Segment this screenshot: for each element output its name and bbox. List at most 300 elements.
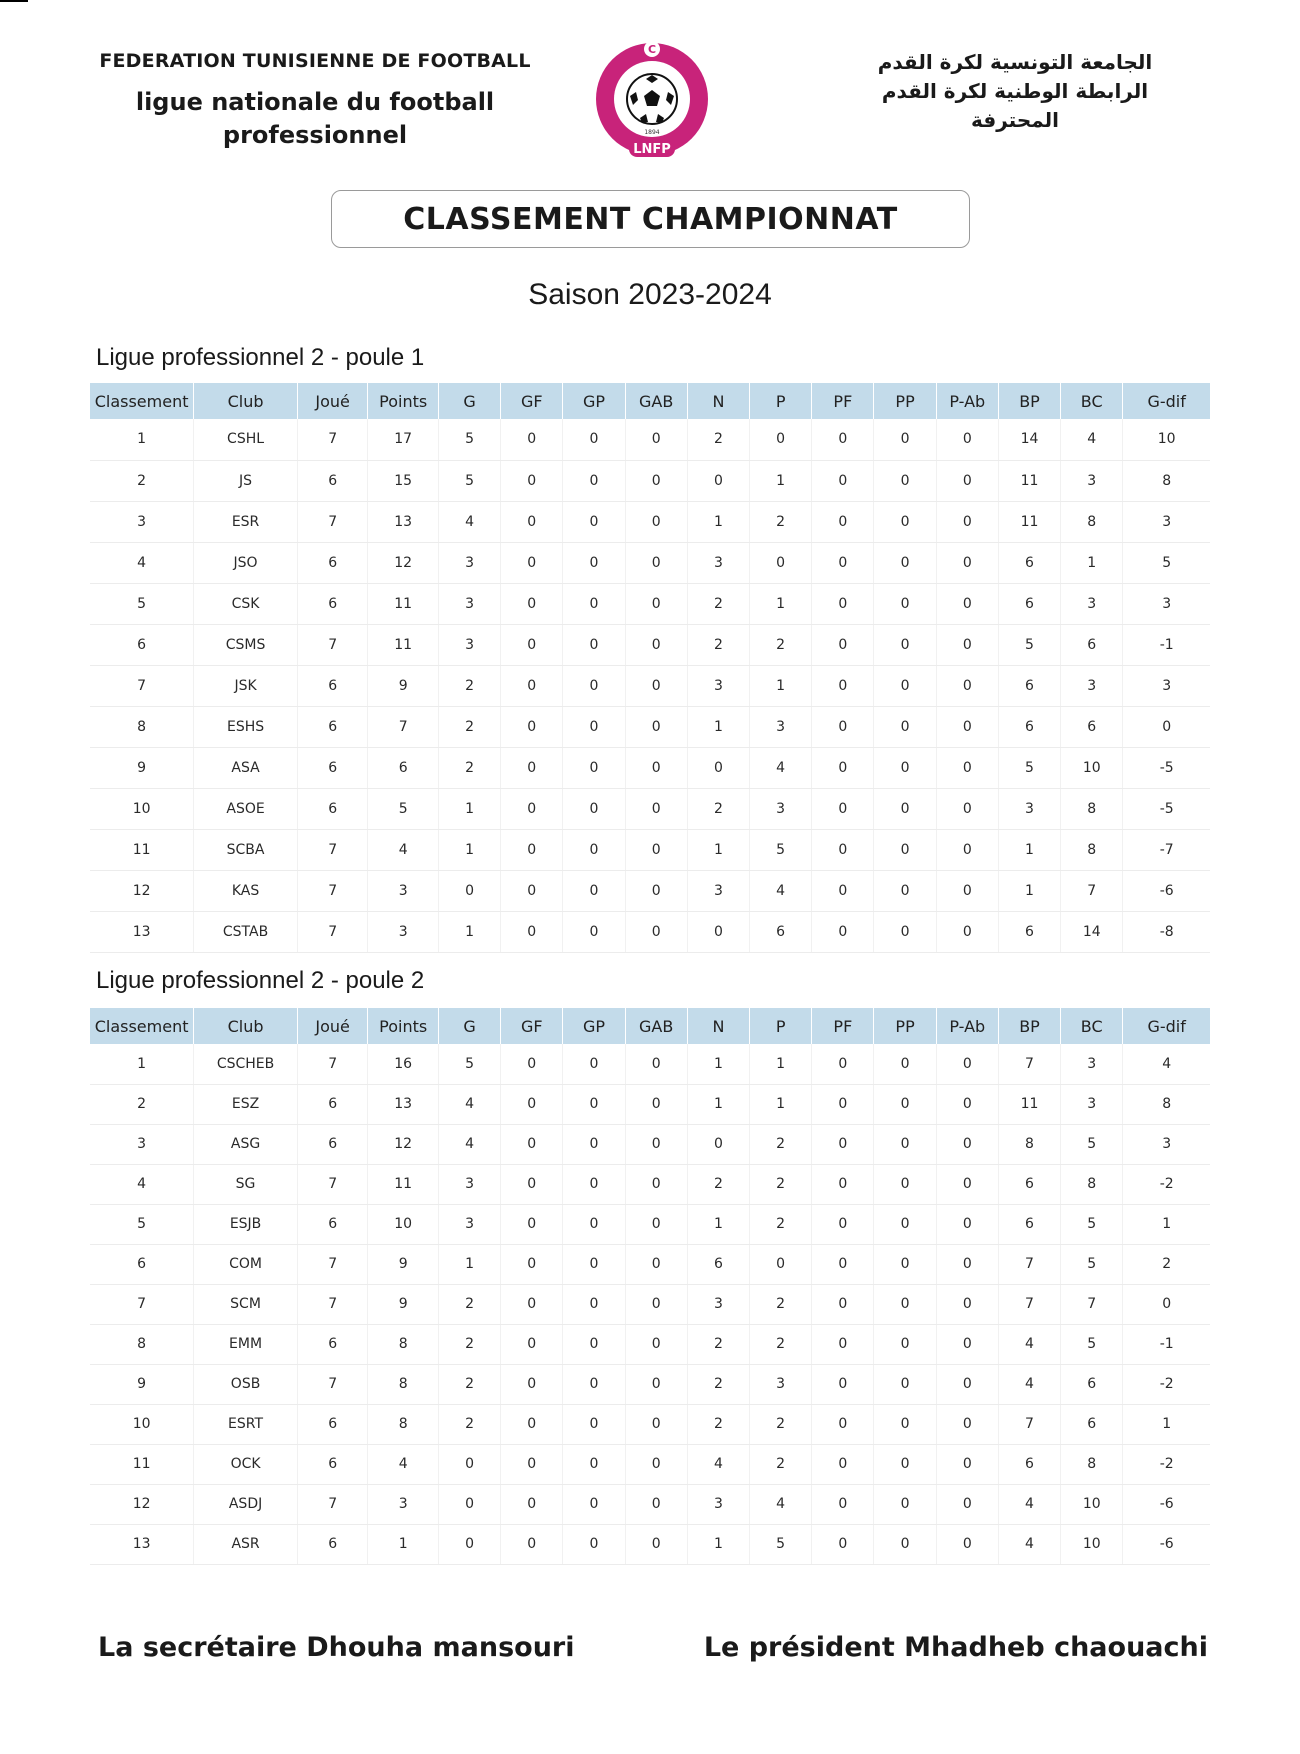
cell-bp: 6	[998, 911, 1060, 952]
table-header-row	[90, 1008, 1210, 1044]
cell-bp: 3	[998, 788, 1060, 829]
column-header-p-ab: P-Ab	[936, 383, 998, 419]
cell-gab: 0	[625, 583, 687, 624]
cell-g-dif: 3	[1123, 1124, 1210, 1164]
cell-pp: 0	[874, 1524, 936, 1564]
cell-g-dif: -5	[1123, 747, 1210, 788]
cell-g-dif: -2	[1123, 1444, 1210, 1484]
cell-g: 0	[438, 1484, 500, 1524]
cell-pp: 0	[874, 706, 936, 747]
cell-bc: 8	[1061, 501, 1123, 542]
cell-n: 2	[687, 1404, 749, 1444]
cell-n: 1	[687, 829, 749, 870]
cell-club: ESJB	[194, 1204, 298, 1244]
cell-classement: 1	[90, 419, 194, 460]
cell-gf: 0	[501, 706, 563, 747]
cell-points: 4	[368, 829, 439, 870]
cell-g: 2	[438, 1404, 500, 1444]
cell-n: 3	[687, 542, 749, 583]
cell-pp: 0	[874, 788, 936, 829]
cell-jou: 7	[297, 870, 368, 911]
cell-g: 2	[438, 706, 500, 747]
cell-n: 3	[687, 870, 749, 911]
table-row	[90, 1484, 1210, 1524]
cell-pp: 0	[874, 542, 936, 583]
cell-jou: 6	[297, 706, 368, 747]
cell-pp: 0	[874, 501, 936, 542]
column-header-p-ab: P-Ab	[936, 1008, 998, 1044]
cell-bp: 4	[998, 1484, 1060, 1524]
cell-pf: 0	[812, 419, 874, 460]
cell-pf: 0	[812, 542, 874, 583]
cell-p: 5	[750, 829, 812, 870]
cell-p: 1	[750, 583, 812, 624]
cell-g: 4	[438, 1084, 500, 1124]
cell-bp: 4	[998, 1324, 1060, 1364]
cell-club: ESR	[194, 501, 298, 542]
cell-pp: 0	[874, 1444, 936, 1484]
cell-gab: 0	[625, 829, 687, 870]
standings-table-poule-1	[90, 383, 1210, 953]
cell-bc: 5	[1061, 1244, 1123, 1284]
cell-gf: 0	[501, 1084, 563, 1124]
cell-club: JSK	[194, 665, 298, 706]
cell-points: 13	[368, 501, 439, 542]
cell-gf: 0	[501, 870, 563, 911]
president-signature: Le président Mhadheb chaouachi	[703, 1632, 1208, 1663]
cell-bc: 8	[1061, 788, 1123, 829]
table-row	[90, 419, 1210, 460]
cell-points: 11	[368, 583, 439, 624]
cell-g: 1	[438, 829, 500, 870]
cell-g-dif: -2	[1123, 1164, 1210, 1204]
poule-1-title: Ligue professionnel 2 - poule 1	[96, 344, 425, 371]
cell-jou: 7	[297, 829, 368, 870]
cell-bc: 4	[1061, 419, 1123, 460]
cell-gab: 0	[625, 1164, 687, 1204]
cell-gab: 0	[625, 1484, 687, 1524]
cell-g: 1	[438, 911, 500, 952]
cell-bc: 8	[1061, 1444, 1123, 1484]
cell-gf: 0	[501, 788, 563, 829]
cell-bc: 3	[1061, 460, 1123, 501]
cell-n: 1	[687, 1044, 749, 1084]
cell-bc: 6	[1061, 624, 1123, 665]
table-row	[90, 1124, 1210, 1164]
secretary-signature: La secrétaire Dhouha mansouri	[98, 1632, 575, 1663]
cell-gab: 0	[625, 501, 687, 542]
cell-points: 3	[368, 1484, 439, 1524]
table-row	[90, 870, 1210, 911]
cell-pp: 0	[874, 1244, 936, 1284]
cell-pp: 0	[874, 665, 936, 706]
cell-p-ab: 0	[936, 1404, 998, 1444]
cell-pp: 0	[874, 829, 936, 870]
cell-p-ab: 0	[936, 501, 998, 542]
cell-g: 2	[438, 1324, 500, 1364]
cell-club: SCBA	[194, 829, 298, 870]
table-row	[90, 583, 1210, 624]
cell-g: 0	[438, 1524, 500, 1564]
cell-n: 0	[687, 1124, 749, 1164]
cell-gp: 0	[563, 665, 625, 706]
cell-gp: 0	[563, 706, 625, 747]
cell-bc: 8	[1061, 829, 1123, 870]
cell-n: 3	[687, 1284, 749, 1324]
cell-classement: 5	[90, 583, 194, 624]
cell-gab: 0	[625, 1404, 687, 1444]
cell-pf: 0	[812, 1044, 874, 1084]
cell-gf: 0	[501, 624, 563, 665]
cell-jou: 7	[297, 1164, 368, 1204]
cell-classement: 12	[90, 870, 194, 911]
cell-n: 0	[687, 911, 749, 952]
arabic-ligue-2: المحترفة	[970, 108, 1060, 132]
table-row	[90, 788, 1210, 829]
cell-points: 10	[368, 1204, 439, 1244]
cell-p-ab: 0	[936, 870, 998, 911]
cell-gp: 0	[563, 1484, 625, 1524]
cell-p: 2	[750, 1204, 812, 1244]
cell-p-ab: 0	[936, 419, 998, 460]
cell-bp: 5	[998, 747, 1060, 788]
cell-club: ESRT	[194, 1404, 298, 1444]
cell-bp: 8	[998, 1124, 1060, 1164]
table-row	[90, 1524, 1210, 1564]
cell-pf: 0	[812, 1204, 874, 1244]
cell-pp: 0	[874, 1044, 936, 1084]
column-header-points: Points	[368, 383, 439, 419]
cell-gab: 0	[625, 1284, 687, 1324]
cell-jou: 6	[297, 583, 368, 624]
cell-p: 2	[750, 1404, 812, 1444]
cell-pf: 0	[812, 1164, 874, 1204]
cell-gab: 0	[625, 1324, 687, 1364]
cell-p-ab: 0	[936, 911, 998, 952]
cell-classement: 7	[90, 665, 194, 706]
soccer-ball-icon	[627, 74, 677, 124]
table-row	[90, 1364, 1210, 1404]
cell-gab: 0	[625, 1364, 687, 1404]
cell-classement: 6	[90, 624, 194, 665]
cell-jou: 6	[297, 1124, 368, 1164]
cell-p-ab: 0	[936, 583, 998, 624]
poule-2-title: Ligue professionnel 2 - poule 2	[96, 967, 425, 994]
cell-classement: 3	[90, 501, 194, 542]
cell-p-ab: 0	[936, 1444, 998, 1484]
cell-g-dif: -2	[1123, 1364, 1210, 1404]
cell-p: 2	[750, 1284, 812, 1324]
cell-gf: 0	[501, 1524, 563, 1564]
cell-classement: 4	[90, 1164, 194, 1204]
cell-club: CSHL	[194, 419, 298, 460]
cell-points: 5	[368, 788, 439, 829]
cell-bp: 6	[998, 665, 1060, 706]
cell-gf: 0	[501, 542, 563, 583]
season-label: Saison 2023-2024	[528, 278, 772, 311]
cell-gab: 0	[625, 747, 687, 788]
cell-jou: 7	[297, 1364, 368, 1404]
column-header-pf: PF	[812, 1008, 874, 1044]
cell-p: 4	[750, 747, 812, 788]
column-header-classement: Classement	[90, 1008, 194, 1044]
cell-gab: 0	[625, 1524, 687, 1564]
table-row	[90, 706, 1210, 747]
cell-bc: 10	[1061, 1484, 1123, 1524]
cell-g-dif: 8	[1123, 1084, 1210, 1124]
cell-gf: 0	[501, 460, 563, 501]
table-row	[90, 829, 1210, 870]
cell-bc: 3	[1061, 583, 1123, 624]
cell-gf: 0	[501, 747, 563, 788]
cell-p: 2	[750, 1324, 812, 1364]
cell-p: 4	[750, 1484, 812, 1524]
cell-pp: 0	[874, 624, 936, 665]
cell-gab: 0	[625, 1044, 687, 1084]
cell-club: ASR	[194, 1524, 298, 1564]
cell-n: 0	[687, 460, 749, 501]
cell-gp: 0	[563, 1204, 625, 1244]
cell-p: 2	[750, 624, 812, 665]
cell-pp: 0	[874, 1204, 936, 1244]
cell-p-ab: 0	[936, 829, 998, 870]
cell-n: 2	[687, 624, 749, 665]
cell-classement: 11	[90, 829, 194, 870]
column-header-club: Club	[194, 383, 298, 419]
cell-bc: 5	[1061, 1124, 1123, 1164]
cell-gp: 0	[563, 501, 625, 542]
cell-g-dif: 3	[1123, 501, 1210, 542]
column-header-gab: GAB	[625, 1008, 687, 1044]
cell-g-dif: 3	[1123, 583, 1210, 624]
cell-pp: 0	[874, 460, 936, 501]
cell-gp: 0	[563, 1444, 625, 1484]
cell-points: 3	[368, 911, 439, 952]
cell-points: 8	[368, 1364, 439, 1404]
cell-p: 0	[750, 542, 812, 583]
cell-gab: 0	[625, 1244, 687, 1284]
cell-bc: 1	[1061, 542, 1123, 583]
cell-gp: 0	[563, 788, 625, 829]
cell-g-dif: -6	[1123, 1484, 1210, 1524]
cell-gab: 0	[625, 1084, 687, 1124]
cell-p-ab: 0	[936, 706, 998, 747]
cell-classement: 7	[90, 1284, 194, 1324]
cell-gf: 0	[501, 1204, 563, 1244]
cell-gp: 0	[563, 1164, 625, 1204]
cell-club: OSB	[194, 1364, 298, 1404]
cell-g-dif: 4	[1123, 1044, 1210, 1084]
cell-pf: 0	[812, 501, 874, 542]
cell-points: 4	[368, 1444, 439, 1484]
table-row	[90, 911, 1210, 952]
table-row	[90, 665, 1210, 706]
cell-bc: 7	[1061, 1284, 1123, 1324]
cell-classement: 2	[90, 1084, 194, 1124]
cell-classement: 10	[90, 788, 194, 829]
cell-g-dif: -6	[1123, 870, 1210, 911]
cell-jou: 6	[297, 1324, 368, 1364]
cell-pp: 0	[874, 1124, 936, 1164]
cell-gp: 0	[563, 1524, 625, 1564]
cell-bp: 7	[998, 1404, 1060, 1444]
cell-p: 2	[750, 1444, 812, 1484]
cell-gf: 0	[501, 1364, 563, 1404]
cell-n: 2	[687, 419, 749, 460]
table-row	[90, 747, 1210, 788]
cell-p: 6	[750, 911, 812, 952]
cell-bc: 3	[1061, 1044, 1123, 1084]
lnfp-logo	[589, 33, 759, 164]
cell-p: 1	[750, 1084, 812, 1124]
cell-pp: 0	[874, 1284, 936, 1324]
cell-p-ab: 0	[936, 1124, 998, 1164]
cell-bp: 1	[998, 870, 1060, 911]
cell-gf: 0	[501, 1484, 563, 1524]
cell-jou: 7	[297, 624, 368, 665]
cell-classement: 1	[90, 1044, 194, 1084]
cell-bp: 6	[998, 1164, 1060, 1204]
cell-pp: 0	[874, 870, 936, 911]
cell-pf: 0	[812, 624, 874, 665]
cell-bc: 10	[1061, 1524, 1123, 1564]
cell-club: CSK	[194, 583, 298, 624]
cell-p: 0	[750, 1244, 812, 1284]
cell-club: ASDJ	[194, 1484, 298, 1524]
cell-p-ab: 0	[936, 1244, 998, 1284]
cell-classement: 2	[90, 460, 194, 501]
column-header-n: N	[687, 1008, 749, 1044]
cell-pf: 0	[812, 583, 874, 624]
cell-bp: 7	[998, 1044, 1060, 1084]
cell-p: 1	[750, 1044, 812, 1084]
column-header-gab: GAB	[625, 383, 687, 419]
cell-pf: 0	[812, 706, 874, 747]
cell-gab: 0	[625, 665, 687, 706]
table-row	[90, 1324, 1210, 1364]
cell-gab: 0	[625, 911, 687, 952]
cell-pf: 0	[812, 1284, 874, 1324]
cell-gp: 0	[563, 583, 625, 624]
cell-gf: 0	[501, 665, 563, 706]
cell-bp: 7	[998, 1284, 1060, 1324]
cell-gp: 0	[563, 1284, 625, 1324]
cell-pf: 0	[812, 747, 874, 788]
cell-p-ab: 0	[936, 1164, 998, 1204]
cell-g: 3	[438, 1164, 500, 1204]
cell-club: ASA	[194, 747, 298, 788]
cell-g-dif: 1	[1123, 1404, 1210, 1444]
cell-g: 2	[438, 665, 500, 706]
cell-pf: 0	[812, 460, 874, 501]
cell-g-dif: 10	[1123, 419, 1210, 460]
cell-club: EMM	[194, 1324, 298, 1364]
cell-classement: 10	[90, 1404, 194, 1444]
cell-bp: 7	[998, 1244, 1060, 1284]
cell-points: 11	[368, 624, 439, 665]
cell-pp: 0	[874, 911, 936, 952]
cell-n: 3	[687, 665, 749, 706]
cell-gf: 0	[501, 1444, 563, 1484]
cell-g: 3	[438, 624, 500, 665]
cell-points: 9	[368, 1284, 439, 1324]
cell-classement: 13	[90, 911, 194, 952]
cell-club: ESZ	[194, 1084, 298, 1124]
cell-p-ab: 0	[936, 624, 998, 665]
table-row	[90, 1284, 1210, 1324]
cell-points: 6	[368, 747, 439, 788]
cell-bp: 11	[998, 1084, 1060, 1124]
cell-jou: 7	[297, 911, 368, 952]
cell-gp: 0	[563, 542, 625, 583]
cell-gab: 0	[625, 788, 687, 829]
svg-text:C: C	[647, 43, 657, 56]
column-header-gf: GF	[501, 1008, 563, 1044]
cell-p-ab: 0	[936, 1284, 998, 1324]
title-box	[331, 190, 970, 248]
column-header-g: G	[438, 383, 500, 419]
cell-bp: 14	[998, 419, 1060, 460]
cell-p: 2	[750, 1124, 812, 1164]
cell-gf: 0	[501, 501, 563, 542]
logo-text: LNFP	[633, 142, 671, 157]
cell-g: 0	[438, 1444, 500, 1484]
cell-jou: 7	[297, 419, 368, 460]
cell-classement: 12	[90, 1484, 194, 1524]
cell-gf: 0	[501, 829, 563, 870]
cell-g: 3	[438, 542, 500, 583]
cell-jou: 7	[297, 1484, 368, 1524]
cell-g-dif: -6	[1123, 1524, 1210, 1564]
cell-g: 2	[438, 747, 500, 788]
cell-gp: 0	[563, 747, 625, 788]
cell-g-dif: -5	[1123, 788, 1210, 829]
cell-classement: 9	[90, 747, 194, 788]
standings-table-poule-2	[90, 1008, 1210, 1565]
cell-gab: 0	[625, 1204, 687, 1244]
table-header-row	[90, 383, 1210, 419]
cell-club: CSTAB	[194, 911, 298, 952]
cell-n: 1	[687, 1524, 749, 1564]
cell-p-ab: 0	[936, 1204, 998, 1244]
cell-pp: 0	[874, 583, 936, 624]
column-header-bp: BP	[998, 383, 1060, 419]
cell-gp: 0	[563, 1124, 625, 1164]
cell-bp: 11	[998, 460, 1060, 501]
arabic-ligue: الرابطة الوطنية لكرة القدم	[881, 79, 1149, 103]
column-header-bc: BC	[1061, 1008, 1123, 1044]
cell-gf: 0	[501, 911, 563, 952]
cell-club: SG	[194, 1164, 298, 1204]
cell-n: 3	[687, 1484, 749, 1524]
table-row	[90, 1164, 1210, 1204]
table-row	[90, 624, 1210, 665]
cell-g-dif: 1	[1123, 1204, 1210, 1244]
cell-gab: 0	[625, 542, 687, 583]
cell-g: 2	[438, 1364, 500, 1404]
column-header-pp: PP	[874, 1008, 936, 1044]
cell-jou: 6	[297, 1204, 368, 1244]
cell-p-ab: 0	[936, 1084, 998, 1124]
cell-pf: 0	[812, 1484, 874, 1524]
cell-p-ab: 0	[936, 665, 998, 706]
cell-jou: 6	[297, 460, 368, 501]
cell-bp: 6	[998, 706, 1060, 747]
column-header-gp: GP	[563, 1008, 625, 1044]
cell-g-dif: -1	[1123, 1324, 1210, 1364]
cell-pf: 0	[812, 665, 874, 706]
cell-pf: 0	[812, 1124, 874, 1164]
